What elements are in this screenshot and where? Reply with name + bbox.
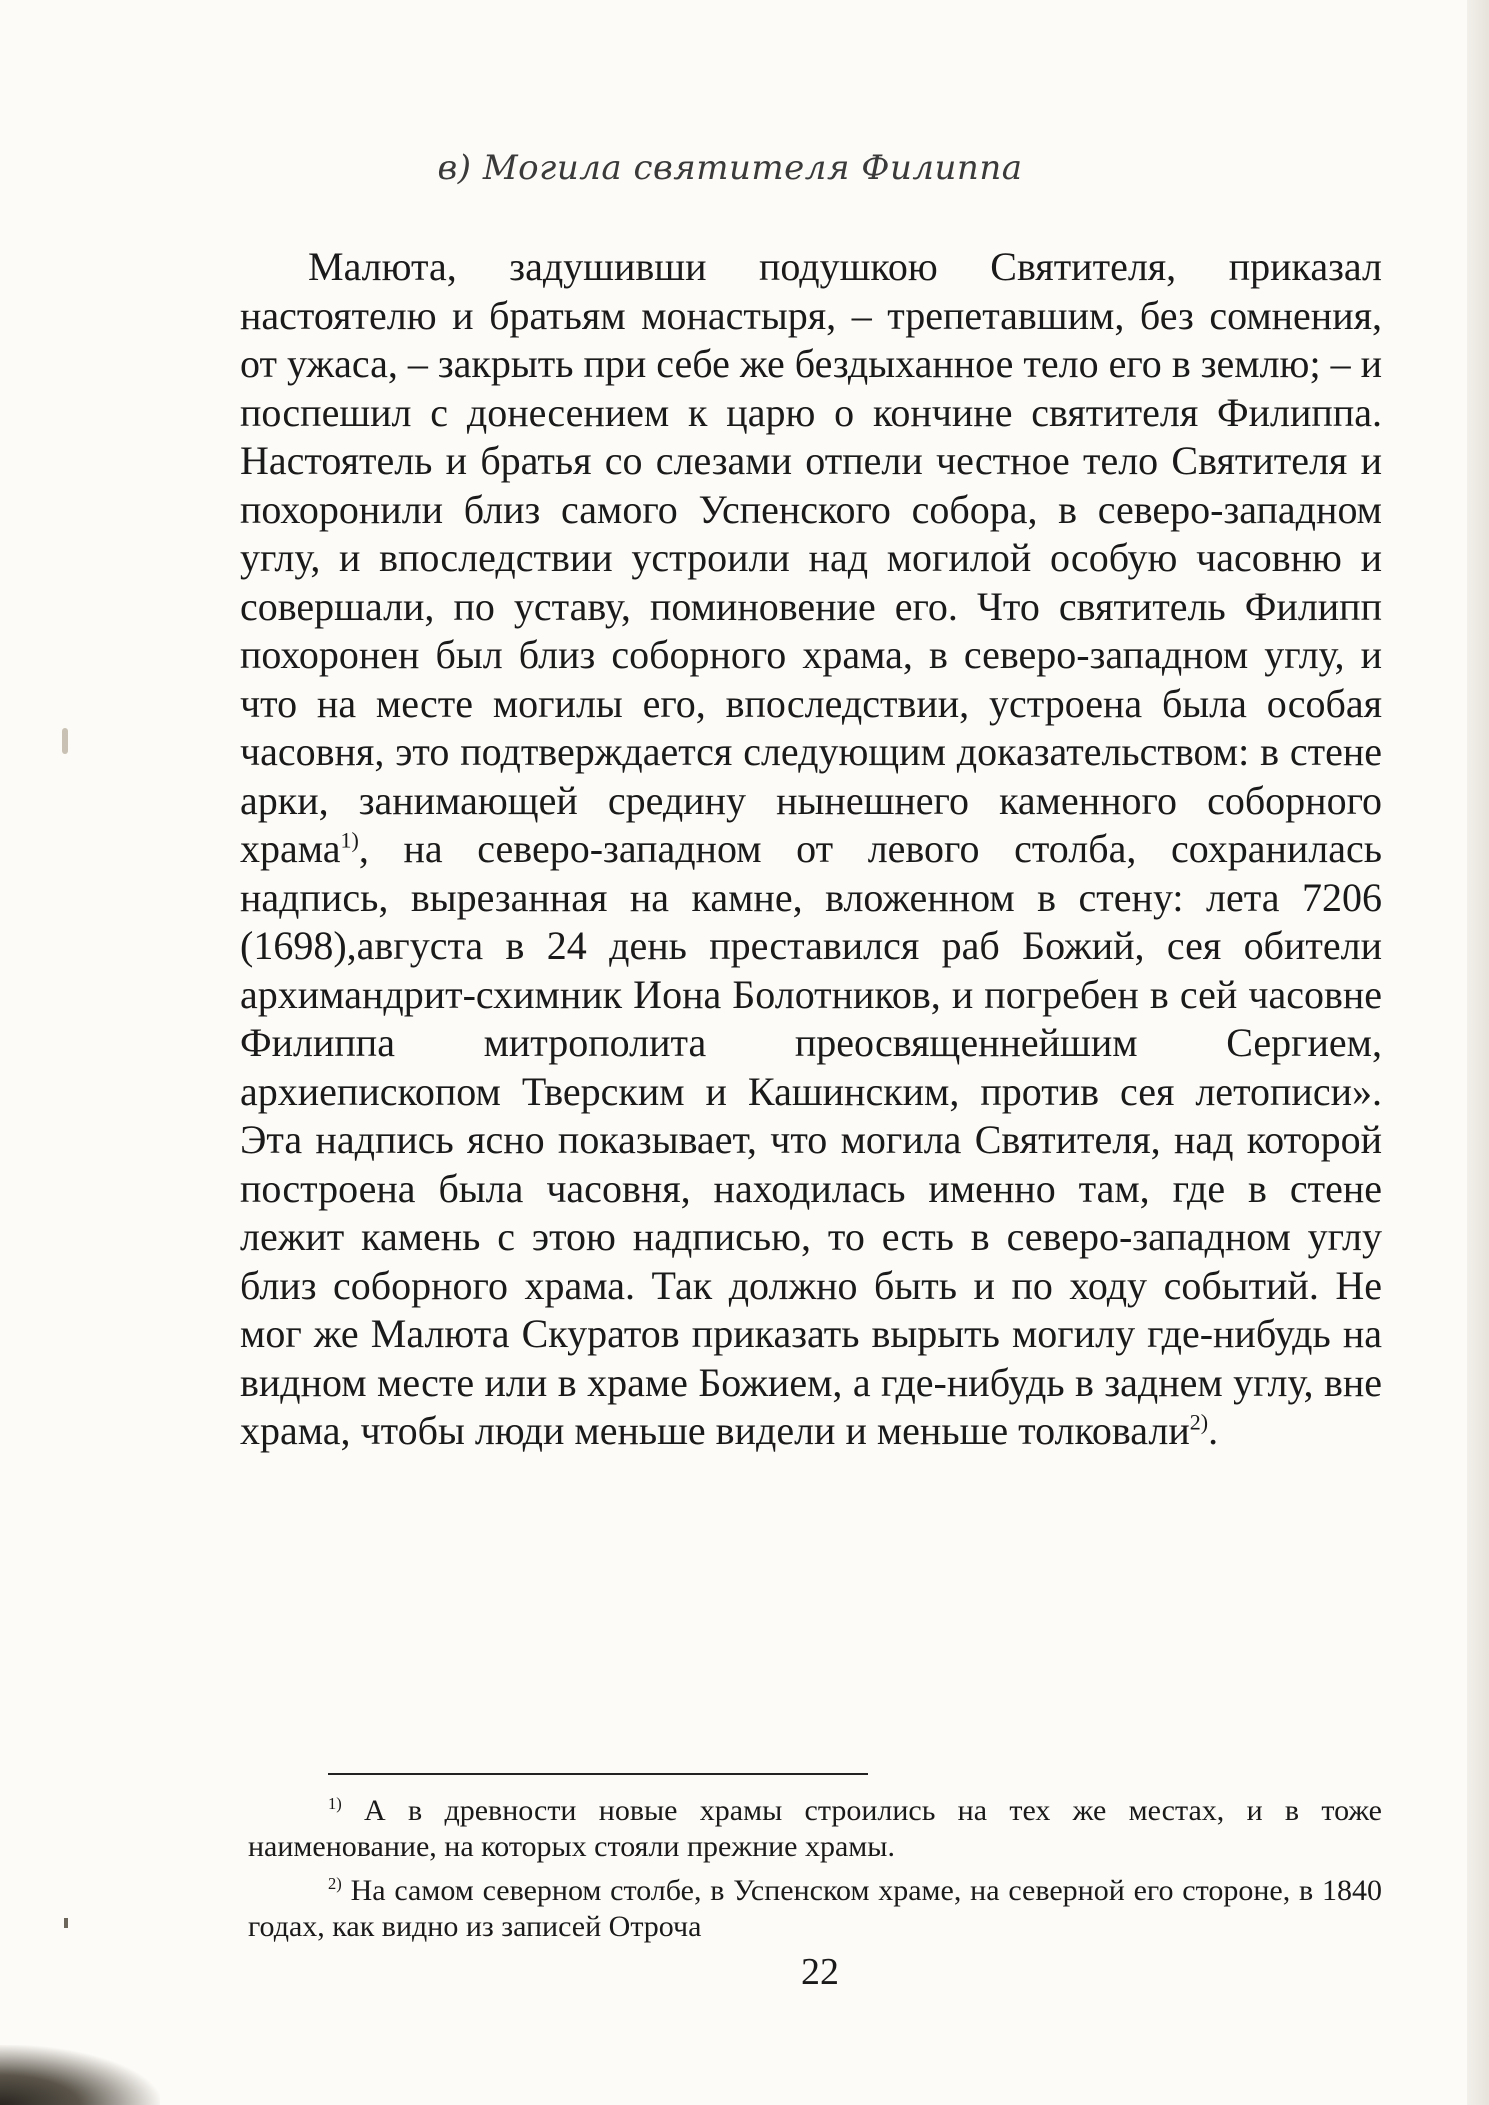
margin-mark bbox=[64, 1918, 68, 1928]
section-heading: в) Могила святителя Филиппа bbox=[437, 148, 1023, 188]
paragraph-text-part1: Малюта, задушивши подушкою Святителя, приказал настоятелю и братьям монастыря, – трепетавшим, без сомнения, от ужаса, – закрыть при себе же бездыханное тело его в землю; – и поспешил с донесением к царю о кончине святителя Филиппа. Настоятель и братья со слезами отпели честное тело Святителя и похоронили близ самого Успенского собора, в северо-западном углу, и впоследствии устроили над могилой особую часовню и совершали, по уставу, поминовение его. Что святитель Филипп похоронен был близ соборного храма, в северо-западном углу, и что на месте могилы его, впоследствии, устроена была особая часовня, это подтверждается следующим доказательством: в стене арки, занимающей средину нынешнего каменного соборного храма bbox=[240, 244, 1382, 871]
main-paragraph bbox=[240, 243, 1382, 1456]
page-number: 22 bbox=[801, 1951, 839, 1993]
corner-shadow bbox=[0, 2045, 160, 2105]
footnote-ref-2: 2) bbox=[1189, 1409, 1209, 1435]
footnote-text-1: А в древности новые храмы строились на тех же местах, и в тоже наименование, на которых стояли прежние храмы. bbox=[248, 1794, 1382, 1863]
margin-mark bbox=[62, 728, 68, 754]
footnote-ref-1: 1) bbox=[340, 827, 359, 853]
footnote-2 bbox=[248, 1873, 1382, 1945]
page-edge bbox=[1467, 0, 1489, 2105]
paragraph-text-part3: . bbox=[1208, 1408, 1219, 1453]
footnote-1 bbox=[248, 1793, 1382, 1865]
footnote-text-2: На самом северном столбе, в Успенском храме, на северной его стороне, в 1840 годах, как видно из записей Отроча bbox=[248, 1874, 1382, 1943]
footnote-marker-2: 2) bbox=[328, 1874, 342, 1893]
paragraph-text-part2: , на северо-западном от левого столба, сохранилась надпись, вырезанная на камне, вложенном в стену: лета 7206 (1698),августа в 24 день преставился раб Божий, сея обители архимандрит-схимник Иона Болотников, и погребен в сей часовне Филиппа митрополита преосвященнейшим Сергием, архиепископом Тверским и Кашинским, против сея летописи». Эта надпись ясно показывает, что могила Святителя, над которой построена была часовня, находилась именно там, где в стене лежит камень с этою надписью, то есть в северо-западном углу близ соборного храма. Так должно быть и по ходу событий. Не мог же Малюта Скуратов приказать вырыть могилу где-нибудь на видном месте или в храме Божием, а где-нибудь в заднем углу, вне храма, чтобы люди меньше видели и меньше толковали bbox=[240, 826, 1382, 1453]
footnote-separator bbox=[328, 1773, 868, 1775]
footnote-marker-1: 1) bbox=[328, 1794, 342, 1813]
